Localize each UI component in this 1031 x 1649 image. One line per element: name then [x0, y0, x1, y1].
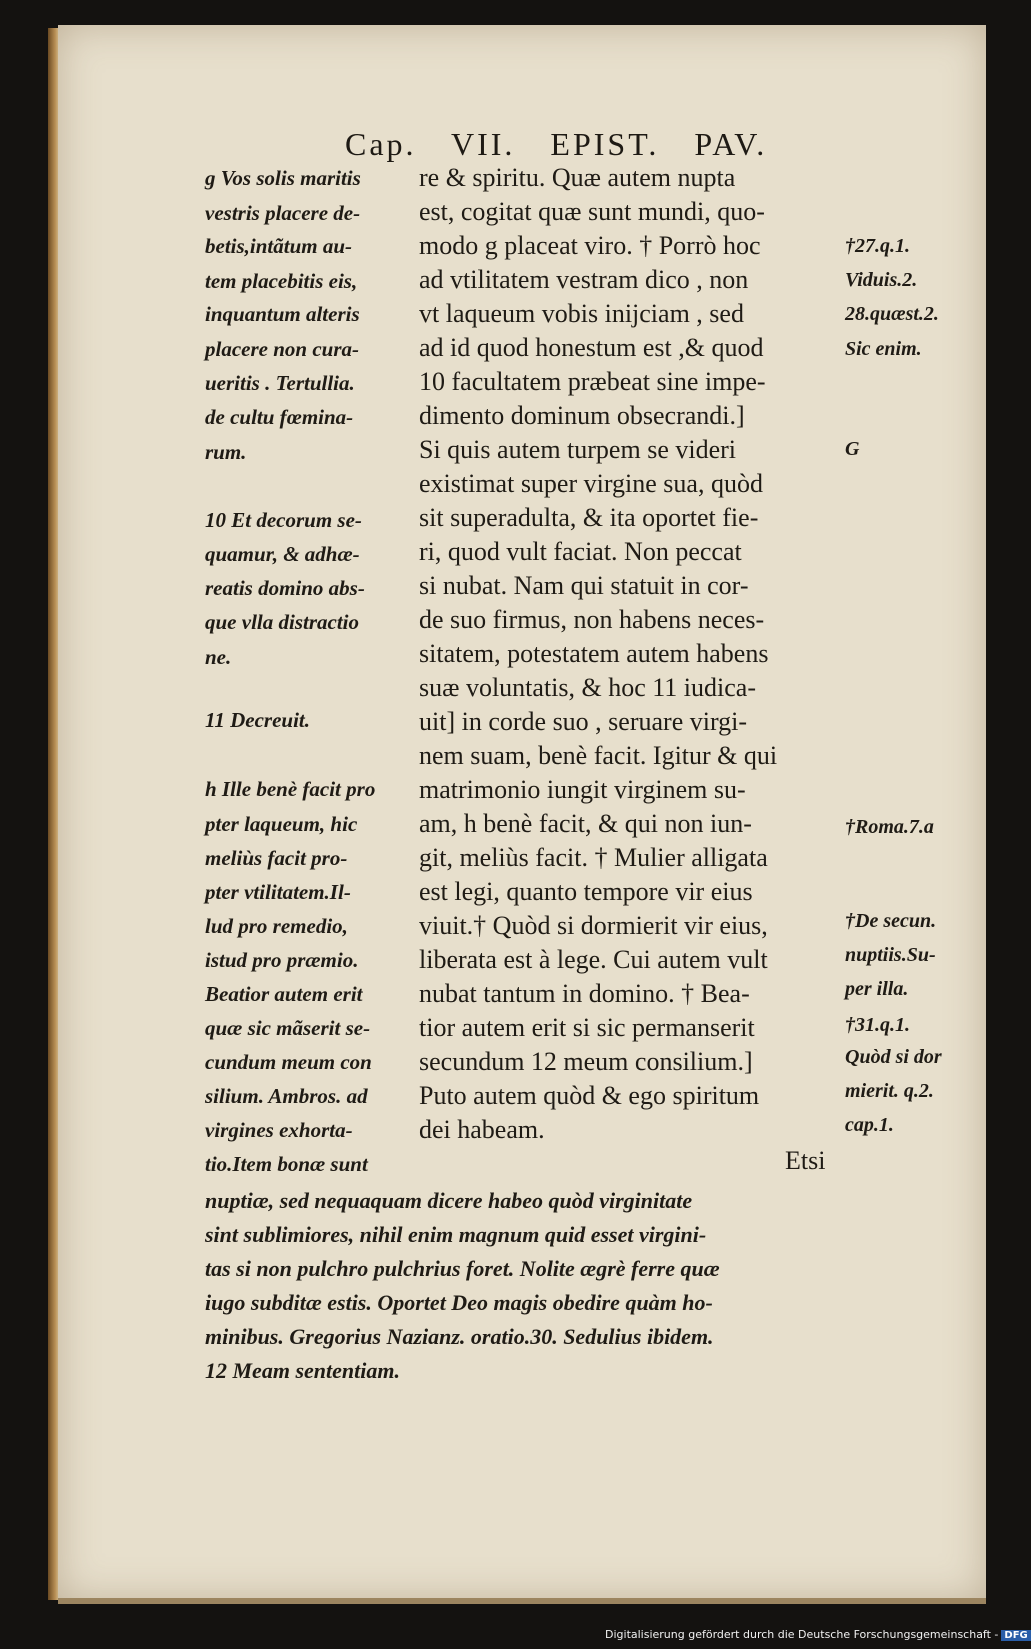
main-text-line: sit superadulta, & ita oportet fie-: [419, 503, 759, 532]
margin-right-line: †Roma.7.a: [845, 816, 934, 838]
margin-left-line: que vlla distractio: [205, 610, 359, 634]
margin-left-line: pter vtilitatem.Il-: [205, 880, 351, 904]
margin-right-line: Quòd si dor: [845, 1046, 942, 1068]
main-text-line: nubat tantum in domino. † Bea-: [419, 979, 750, 1008]
margin-left-line: pter laqueum, hic: [205, 812, 358, 836]
margin-left-line: Beatior autem erit: [205, 982, 363, 1006]
margin-left-line: 11 Decreuit.: [205, 708, 310, 732]
dfg-logo: DFG: [1001, 1630, 1030, 1641]
main-text-line: est, cogitat quæ sunt mundi, quo-: [419, 197, 765, 226]
margin-left-line: meliùs facit pro-: [205, 846, 348, 870]
margin-right-line: Viduis.2.: [845, 269, 918, 291]
margin-left-line: istud pro præmio.: [205, 948, 359, 972]
footer-credit: [605, 1628, 1031, 1641]
etsi-word: Etsi: [785, 1146, 826, 1175]
main-text-line: ri, quod vult faciat. Non peccat: [419, 537, 742, 566]
margin-right-line: †31.q.1.: [845, 1014, 910, 1036]
page-bottom-edge: [58, 1598, 986, 1604]
bottom-note-line: 12 Meam sententiam.: [205, 1358, 400, 1383]
main-text-line: vt laqueum vobis inijciam , sed: [419, 299, 744, 328]
main-text-line: de suo firmus, non habens neces-: [419, 605, 765, 634]
margin-right-line: per illa.: [845, 978, 909, 1000]
margin-left-line: tem placebitis eis,: [205, 269, 358, 293]
main-text-line: git, meliùs facit. † Mulier alligata: [419, 843, 768, 872]
margin-left-line: silium. Ambros. ad: [205, 1084, 368, 1108]
margin-left-line: de cultu fœmina-: [205, 405, 354, 429]
margin-left-line: rum.: [205, 440, 247, 464]
header-cap: Cap.: [345, 126, 417, 162]
margin-right-line: 28.quæst.2.: [845, 303, 939, 325]
main-text-line: nem suam, benè facit. Igitur & qui: [419, 741, 778, 770]
margin-left-line: placere non cura-: [205, 337, 359, 361]
main-text-line: ad id quod honestum est ,& quod: [419, 333, 764, 362]
margin-right-line: G: [845, 438, 860, 460]
margin-left-line: vestris placere de-: [205, 201, 361, 225]
main-text-line: dimento dominum obsecrandi.]: [419, 401, 745, 430]
margin-right-line: †De secun.: [845, 910, 937, 932]
bottom-note-line: sint sublimiores, nihil enim magnum quid esset virgini-: [205, 1222, 707, 1247]
margin-left-line: 10 Et decorum se-: [205, 508, 362, 532]
main-text-line: viuit.† Quòd si dormierit vir eius,: [419, 911, 768, 940]
margin-right-line: cap.1.: [845, 1114, 894, 1136]
bottom-note-line: nuptiæ, sed nequaquam dicere habeo quòd virginitate: [205, 1188, 693, 1213]
header-pav: PAV.: [694, 126, 768, 162]
main-text-line: liberata est à lege. Cui autem vult: [419, 945, 768, 974]
main-text-line: est legi, quanto tempore vir eius: [419, 877, 753, 906]
margin-left-line: betis,intãtum au-: [205, 234, 353, 258]
main-text-line: re & spiritu. Quæ autem nupta: [419, 163, 736, 192]
main-text-line: dei habeam.: [419, 1115, 545, 1144]
main-text-line: si nubat. Nam qui statuit in cor-: [419, 571, 749, 600]
margin-left-line: tio.Item bonæ sunt: [205, 1152, 368, 1176]
margin-left-line: reatis domino abs-: [205, 576, 365, 600]
margin-left-line: quamur, & adhæ-: [205, 542, 360, 566]
bottom-note-line: minibus. Gregorius Nazianz. oratio.30. Sedulius ibidem.: [205, 1324, 714, 1349]
header-num: VII.: [450, 126, 516, 162]
margin-left-line: virgines exhorta-: [205, 1118, 353, 1142]
margin-left-line: lud pro remedio,: [205, 914, 348, 938]
main-text-line: tior autem erit si sic permanserit: [419, 1013, 755, 1042]
main-text-line: am, h benè facit, & qui non iun-: [419, 809, 752, 838]
main-text-line: modo g placeat viro. † Porrò hoc: [419, 231, 761, 260]
margin-left-line: ueritis . Tertullia.: [205, 371, 355, 395]
main-text-line: uit] in corde suo , seruare virgi-: [419, 707, 748, 736]
margin-right-line: †27.q.1.: [845, 235, 910, 257]
bottom-note-line: tas si non pulchro pulchrius foret. Nolite ægrè ferre quæ: [205, 1256, 720, 1281]
margin-left-line: quæ sic mãserit se-: [205, 1016, 371, 1040]
margin-left-line: ne.: [205, 645, 232, 669]
margin-left-line: h Ille benè facit pro: [205, 777, 376, 801]
main-text-line: secundum 12 meum consilium.]: [419, 1047, 753, 1076]
main-text-line: 10 facultatem præbeat sine impe-: [419, 367, 766, 396]
margin-left-line: g Vos solis maritis: [205, 166, 361, 190]
main-text-line: matrimonio iungit virginem su-: [419, 775, 746, 804]
header-epist: EPIST.: [550, 126, 660, 162]
main-text-line: Si quis autem turpem se videri: [419, 435, 737, 464]
main-text-line: ad vtilitatem vestram dico , non: [419, 265, 749, 294]
margin-left-line: inquantum alteris: [205, 302, 360, 326]
margin-right-line: mierit. q.2.: [845, 1080, 934, 1102]
running-header: [345, 126, 791, 163]
main-text-line: sitatem, potestatem autem habens: [419, 639, 769, 668]
bottom-note-line: iugo subditæ estis. Oportet Deo magis obedire quàm ho-: [205, 1290, 713, 1315]
margin-left-line: cundum meum con: [205, 1050, 372, 1074]
margin-right-line: nuptiis.Su-: [845, 944, 936, 966]
footer-text: Digitalisierung gefördert durch die Deutsche Forschungsgemeinschaft -: [605, 1628, 999, 1641]
margin-right-line: Sic enim.: [845, 338, 922, 360]
main-text-line: suæ voluntatis, & hoc 11 iudica-: [419, 673, 756, 702]
main-text-line: Puto autem quòd & ego spiritum: [419, 1081, 760, 1110]
main-text-line: existimat super virgine sua, quòd: [419, 469, 763, 498]
